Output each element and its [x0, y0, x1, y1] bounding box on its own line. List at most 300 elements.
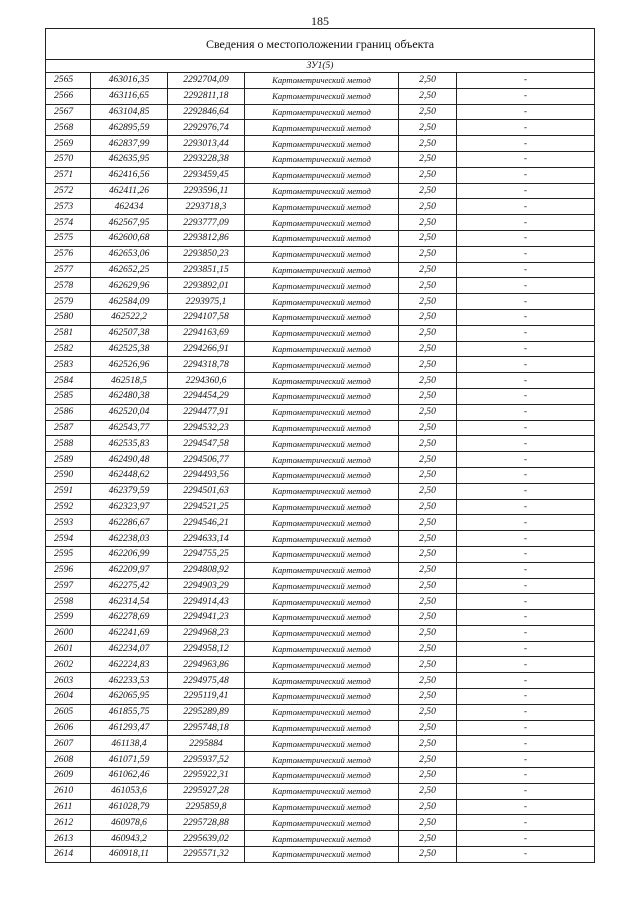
accuracy-cell: 2,50 [399, 262, 457, 278]
point-number-cell: 2582 [46, 341, 91, 357]
coordinate-x-cell: 462895,59 [91, 120, 168, 136]
table-row [46, 594, 595, 610]
accuracy-cell: 2,50 [399, 847, 457, 863]
coordinate-y-cell: 2294163,69 [168, 325, 245, 341]
accuracy-cell: 2,50 [399, 499, 457, 515]
table-row [46, 467, 595, 483]
coordinate-y-cell: 2294318,78 [168, 357, 245, 373]
coordinate-x-cell: 462567,95 [91, 215, 168, 231]
coordinate-y-cell: 2295937,52 [168, 752, 245, 768]
method-cell: Картометрический метод [245, 578, 399, 594]
coordinate-y-cell: 2294532,23 [168, 420, 245, 436]
accuracy-cell: 2,50 [399, 388, 457, 404]
description-cell: - [457, 625, 595, 641]
point-number-cell: 2609 [46, 768, 91, 784]
method-cell: Картометрический метод [245, 720, 399, 736]
method-cell: Картометрический метод [245, 88, 399, 104]
coordinate-y-cell: 2294360,6 [168, 373, 245, 389]
coordinate-y-cell: 2294941,23 [168, 610, 245, 626]
method-cell: Картометрический метод [245, 436, 399, 452]
accuracy-cell: 2,50 [399, 167, 457, 183]
method-cell: Картометрический метод [245, 483, 399, 499]
point-number-cell: 2608 [46, 752, 91, 768]
table-row [46, 246, 595, 262]
table-subtitle: ЗУ1(5) [46, 60, 595, 73]
method-cell: Картометрический метод [245, 673, 399, 689]
point-number-cell: 2601 [46, 641, 91, 657]
accuracy-cell: 2,50 [399, 120, 457, 136]
description-cell: - [457, 199, 595, 215]
coordinate-x-cell: 462224,83 [91, 657, 168, 673]
description-cell: - [457, 73, 595, 89]
description-cell: - [457, 467, 595, 483]
coordinate-x-cell: 462518,5 [91, 373, 168, 389]
accuracy-cell: 2,50 [399, 215, 457, 231]
point-number-cell: 2583 [46, 357, 91, 373]
point-number-cell: 2595 [46, 546, 91, 562]
method-cell: Картометрический метод [245, 847, 399, 863]
table-row [46, 262, 595, 278]
coordinate-y-cell: 2295728,88 [168, 815, 245, 831]
coordinate-y-cell: 2294958,12 [168, 641, 245, 657]
table-row [46, 720, 595, 736]
point-number-cell: 2578 [46, 278, 91, 294]
coordinate-y-cell: 2293718,3 [168, 199, 245, 215]
coordinate-y-cell: 2293596,11 [168, 183, 245, 199]
accuracy-cell: 2,50 [399, 104, 457, 120]
coordinate-x-cell: 462233,53 [91, 673, 168, 689]
point-number-cell: 2605 [46, 704, 91, 720]
coordinate-x-cell: 462543,77 [91, 420, 168, 436]
coordinate-y-cell: 2293013,44 [168, 136, 245, 152]
table-row [46, 768, 595, 784]
description-cell: - [457, 831, 595, 847]
point-number-cell: 2602 [46, 657, 91, 673]
coordinate-y-cell: 2294501,63 [168, 483, 245, 499]
point-number-cell: 2576 [46, 246, 91, 262]
accuracy-cell: 2,50 [399, 199, 457, 215]
description-cell: - [457, 151, 595, 167]
method-cell: Картометрический метод [245, 815, 399, 831]
point-number-cell: 2575 [46, 230, 91, 246]
table-row [46, 689, 595, 705]
table-row [46, 831, 595, 847]
coordinate-x-cell: 462507,38 [91, 325, 168, 341]
coordinate-y-cell: 2292704,09 [168, 73, 245, 89]
accuracy-cell: 2,50 [399, 704, 457, 720]
point-number-cell: 2587 [46, 420, 91, 436]
table-row [46, 357, 595, 373]
coordinate-x-cell: 460943,2 [91, 831, 168, 847]
table-row [46, 847, 595, 863]
point-number-cell: 2607 [46, 736, 91, 752]
accuracy-cell: 2,50 [399, 246, 457, 262]
description-cell: - [457, 357, 595, 373]
description-cell: - [457, 309, 595, 325]
point-number-cell: 2597 [46, 578, 91, 594]
method-cell: Картометрический метод [245, 420, 399, 436]
point-number-cell: 2594 [46, 531, 91, 547]
coordinate-y-cell: 2293850,23 [168, 246, 245, 262]
coordinate-x-cell: 460918,11 [91, 847, 168, 863]
table-row [46, 230, 595, 246]
accuracy-cell: 2,50 [399, 625, 457, 641]
method-cell: Картометрический метод [245, 515, 399, 531]
description-cell: - [457, 546, 595, 562]
description-cell: - [457, 768, 595, 784]
point-number-cell: 2572 [46, 183, 91, 199]
coordinate-y-cell: 2293228,38 [168, 151, 245, 167]
table-row [46, 483, 595, 499]
method-cell: Картометрический метод [245, 230, 399, 246]
description-cell: - [457, 294, 595, 310]
accuracy-cell: 2,50 [399, 768, 457, 784]
coordinate-y-cell: 2292846,64 [168, 104, 245, 120]
method-cell: Картометрический метод [245, 136, 399, 152]
table-row [46, 610, 595, 626]
point-number-cell: 2610 [46, 783, 91, 799]
accuracy-cell: 2,50 [399, 578, 457, 594]
point-number-cell: 2614 [46, 847, 91, 863]
description-cell: - [457, 167, 595, 183]
description-cell: - [457, 246, 595, 262]
coordinate-y-cell: 2295639,02 [168, 831, 245, 847]
method-cell: Картометрический метод [245, 151, 399, 167]
table-row [46, 73, 595, 89]
method-cell: Картометрический метод [245, 357, 399, 373]
coordinate-x-cell: 463116,65 [91, 88, 168, 104]
coordinate-x-cell: 462275,42 [91, 578, 168, 594]
coordinate-y-cell: 2294547,58 [168, 436, 245, 452]
description-cell: - [457, 610, 595, 626]
description-cell: - [457, 847, 595, 863]
coordinate-x-cell: 460978,6 [91, 815, 168, 831]
point-number-cell: 2573 [46, 199, 91, 215]
description-cell: - [457, 420, 595, 436]
point-number-cell: 2577 [46, 262, 91, 278]
description-cell: - [457, 341, 595, 357]
coordinate-x-cell: 462206,99 [91, 546, 168, 562]
method-cell: Картометрический метод [245, 325, 399, 341]
coordinate-y-cell: 2295289,89 [168, 704, 245, 720]
table-row [46, 562, 595, 578]
table-row [46, 420, 595, 436]
description-cell: - [457, 388, 595, 404]
description-cell: - [457, 230, 595, 246]
table-row [46, 704, 595, 720]
coordinate-y-cell: 2293777,09 [168, 215, 245, 231]
coordinate-x-cell: 462522,2 [91, 309, 168, 325]
coordinate-y-cell: 2293975,1 [168, 294, 245, 310]
point-number-cell: 2593 [46, 515, 91, 531]
point-number-cell: 2570 [46, 151, 91, 167]
description-cell: - [457, 704, 595, 720]
coordinate-x-cell: 462241,69 [91, 625, 168, 641]
description-cell: - [457, 594, 595, 610]
table-body [46, 29, 595, 863]
accuracy-cell: 2,50 [399, 657, 457, 673]
coordinate-y-cell: 2294755,25 [168, 546, 245, 562]
table-row [46, 783, 595, 799]
coordinate-y-cell: 2294521,25 [168, 499, 245, 515]
coordinate-y-cell: 2295748,18 [168, 720, 245, 736]
point-number-cell: 2613 [46, 831, 91, 847]
table-row [46, 151, 595, 167]
method-cell: Картометрический метод [245, 689, 399, 705]
coordinate-y-cell: 2294968,23 [168, 625, 245, 641]
method-cell: Картометрический метод [245, 546, 399, 562]
point-number-cell: 2579 [46, 294, 91, 310]
point-number-cell: 2584 [46, 373, 91, 389]
coordinate-x-cell: 461138,4 [91, 736, 168, 752]
coordinate-y-cell: 2295571,32 [168, 847, 245, 863]
coordinate-x-cell: 462629,96 [91, 278, 168, 294]
coordinate-x-cell: 462209,97 [91, 562, 168, 578]
coordinate-x-cell: 461071,59 [91, 752, 168, 768]
coordinate-x-cell: 462286,67 [91, 515, 168, 531]
coordinate-y-cell: 2295884 [168, 736, 245, 752]
method-cell: Картометрический метод [245, 215, 399, 231]
coordinate-y-cell: 2294975,48 [168, 673, 245, 689]
description-cell: - [457, 736, 595, 752]
coordinate-x-cell: 462652,25 [91, 262, 168, 278]
method-cell: Картометрический метод [245, 610, 399, 626]
description-cell: - [457, 278, 595, 294]
point-number-cell: 2588 [46, 436, 91, 452]
method-cell: Картометрический метод [245, 199, 399, 215]
description-cell: - [457, 752, 595, 768]
table-row [46, 215, 595, 231]
description-cell: - [457, 136, 595, 152]
coordinate-y-cell: 2294493,56 [168, 467, 245, 483]
accuracy-cell: 2,50 [399, 294, 457, 310]
point-number-cell: 2585 [46, 388, 91, 404]
accuracy-cell: 2,50 [399, 720, 457, 736]
coordinate-y-cell: 2295859,8 [168, 799, 245, 815]
coordinate-x-cell: 462520,04 [91, 404, 168, 420]
point-number-cell: 2581 [46, 325, 91, 341]
accuracy-cell: 2,50 [399, 783, 457, 799]
coordinate-x-cell: 461028,79 [91, 799, 168, 815]
description-cell: - [457, 215, 595, 231]
coordinate-x-cell: 462837,99 [91, 136, 168, 152]
accuracy-cell: 2,50 [399, 467, 457, 483]
method-cell: Картометрический метод [245, 404, 399, 420]
method-cell: Картометрический метод [245, 183, 399, 199]
table-row [46, 199, 595, 215]
method-cell: Картометрический метод [245, 799, 399, 815]
point-number-cell: 2599 [46, 610, 91, 626]
coordinate-y-cell: 2295119,41 [168, 689, 245, 705]
method-cell: Картометрический метод [245, 341, 399, 357]
point-number-cell: 2596 [46, 562, 91, 578]
description-cell: - [457, 436, 595, 452]
method-cell: Картометрический метод [245, 531, 399, 547]
coordinate-y-cell: 2294454,29 [168, 388, 245, 404]
accuracy-cell: 2,50 [399, 404, 457, 420]
table-row [46, 388, 595, 404]
table-row [46, 341, 595, 357]
description-cell: - [457, 120, 595, 136]
accuracy-cell: 2,50 [399, 515, 457, 531]
accuracy-cell: 2,50 [399, 562, 457, 578]
accuracy-cell: 2,50 [399, 689, 457, 705]
coordinate-y-cell: 2292811,18 [168, 88, 245, 104]
coordinate-y-cell: 2294633,14 [168, 531, 245, 547]
point-number-cell: 2574 [46, 215, 91, 231]
method-cell: Картометрический метод [245, 278, 399, 294]
method-cell: Картометрический метод [245, 625, 399, 641]
coordinate-x-cell: 462635,95 [91, 151, 168, 167]
point-number-cell: 2603 [46, 673, 91, 689]
accuracy-cell: 2,50 [399, 546, 457, 562]
point-number-cell: 2606 [46, 720, 91, 736]
table-row [46, 799, 595, 815]
coordinate-y-cell: 2295922,31 [168, 768, 245, 784]
method-cell: Картометрический метод [245, 246, 399, 262]
table-row [46, 436, 595, 452]
point-number-cell: 2589 [46, 452, 91, 468]
accuracy-cell: 2,50 [399, 531, 457, 547]
coordinate-x-cell: 462323,97 [91, 499, 168, 515]
coordinate-x-cell: 462600,68 [91, 230, 168, 246]
point-number-cell: 2612 [46, 815, 91, 831]
table-row [46, 167, 595, 183]
table-title-row [46, 29, 595, 60]
coordinate-x-cell: 462448,62 [91, 467, 168, 483]
table-subtitle-row [46, 60, 595, 73]
table-row [46, 325, 595, 341]
method-cell: Картометрический метод [245, 499, 399, 515]
table-row [46, 815, 595, 831]
accuracy-cell: 2,50 [399, 752, 457, 768]
description-cell: - [457, 515, 595, 531]
accuracy-cell: 2,50 [399, 736, 457, 752]
method-cell: Картометрический метод [245, 167, 399, 183]
table-row [46, 309, 595, 325]
accuracy-cell: 2,50 [399, 278, 457, 294]
coordinate-x-cell: 461062,46 [91, 768, 168, 784]
coordinate-y-cell: 2294477,91 [168, 404, 245, 420]
accuracy-cell: 2,50 [399, 420, 457, 436]
point-number-cell: 2600 [46, 625, 91, 641]
description-cell: - [457, 262, 595, 278]
coordinate-x-cell: 462411,26 [91, 183, 168, 199]
table-row [46, 404, 595, 420]
accuracy-cell: 2,50 [399, 799, 457, 815]
coordinate-x-cell: 462379,59 [91, 483, 168, 499]
method-cell: Картометрический метод [245, 452, 399, 468]
method-cell: Картометрический метод [245, 388, 399, 404]
method-cell: Картометрический метод [245, 373, 399, 389]
table-row [46, 515, 595, 531]
accuracy-cell: 2,50 [399, 88, 457, 104]
accuracy-cell: 2,50 [399, 452, 457, 468]
method-cell: Картометрический метод [245, 467, 399, 483]
accuracy-cell: 2,50 [399, 436, 457, 452]
method-cell: Картометрический метод [245, 657, 399, 673]
method-cell: Картометрический метод [245, 562, 399, 578]
coordinate-x-cell: 461053,6 [91, 783, 168, 799]
accuracy-cell: 2,50 [399, 151, 457, 167]
method-cell: Картометрический метод [245, 783, 399, 799]
coordinate-y-cell: 2294903,29 [168, 578, 245, 594]
description-cell: - [457, 673, 595, 689]
coordinate-y-cell: 2294963,86 [168, 657, 245, 673]
point-number-cell: 2567 [46, 104, 91, 120]
table-row [46, 294, 595, 310]
method-cell: Картометрический метод [245, 704, 399, 720]
coordinate-x-cell: 462584,09 [91, 294, 168, 310]
accuracy-cell: 2,50 [399, 183, 457, 199]
accuracy-cell: 2,50 [399, 325, 457, 341]
coordinate-x-cell: 462480,38 [91, 388, 168, 404]
table-row [46, 136, 595, 152]
method-cell: Картометрический метод [245, 104, 399, 120]
method-cell: Картометрический метод [245, 309, 399, 325]
description-cell: - [457, 483, 595, 499]
coordinate-y-cell: 2293812,86 [168, 230, 245, 246]
accuracy-cell: 2,50 [399, 815, 457, 831]
accuracy-cell: 2,50 [399, 136, 457, 152]
accuracy-cell: 2,50 [399, 673, 457, 689]
method-cell: Картометрический метод [245, 831, 399, 847]
coordinate-x-cell: 462525,38 [91, 341, 168, 357]
accuracy-cell: 2,50 [399, 230, 457, 246]
table-row [46, 546, 595, 562]
coordinate-x-cell: 462234,07 [91, 641, 168, 657]
point-number-cell: 2569 [46, 136, 91, 152]
table-title: Сведения о местоположении границ объекта [46, 29, 595, 60]
table-row [46, 499, 595, 515]
table-row [46, 183, 595, 199]
page-number: 185 [311, 14, 329, 28]
point-number-cell: 2598 [46, 594, 91, 610]
description-cell: - [457, 657, 595, 673]
description-cell: - [457, 452, 595, 468]
table-row [46, 752, 595, 768]
accuracy-cell: 2,50 [399, 73, 457, 89]
accuracy-cell: 2,50 [399, 831, 457, 847]
accuracy-cell: 2,50 [399, 594, 457, 610]
coordinate-x-cell: 462535,83 [91, 436, 168, 452]
point-number-cell: 2565 [46, 73, 91, 89]
coordinate-x-cell: 463016,35 [91, 73, 168, 89]
coordinate-y-cell: 2293459,45 [168, 167, 245, 183]
point-number-cell: 2571 [46, 167, 91, 183]
table-row [46, 641, 595, 657]
accuracy-cell: 2,50 [399, 309, 457, 325]
accuracy-cell: 2,50 [399, 641, 457, 657]
point-number-cell: 2604 [46, 689, 91, 705]
point-number-cell: 2568 [46, 120, 91, 136]
coordinate-x-cell: 462065,95 [91, 689, 168, 705]
coordinate-y-cell: 2292976,74 [168, 120, 245, 136]
coordinate-y-cell: 2294546,21 [168, 515, 245, 531]
description-cell: - [457, 531, 595, 547]
accuracy-cell: 2,50 [399, 357, 457, 373]
description-cell: - [457, 325, 595, 341]
accuracy-cell: 2,50 [399, 610, 457, 626]
coordinate-x-cell: 462653,06 [91, 246, 168, 262]
description-cell: - [457, 783, 595, 799]
method-cell: Картометрический метод [245, 73, 399, 89]
table-row [46, 625, 595, 641]
coordinate-x-cell: 462434 [91, 199, 168, 215]
table-row [46, 531, 595, 547]
method-cell: Картометрический метод [245, 768, 399, 784]
description-cell: - [457, 183, 595, 199]
